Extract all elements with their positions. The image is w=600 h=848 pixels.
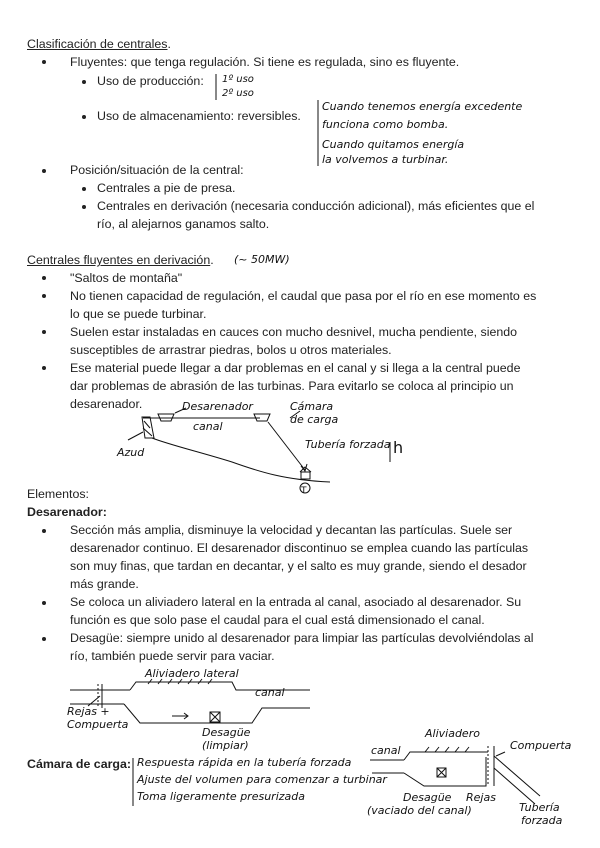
hw-reversible-1: Cuando tenemos energía excedente xyxy=(322,100,523,113)
canal-top-edge xyxy=(130,682,310,690)
diag2-rejas-label-2: Compuerta xyxy=(67,718,129,731)
diag2-aliviadero-label: Aliviadero lateral xyxy=(145,667,239,680)
text-material-1: Ese material puede llegar a dar problemas en el canal y si llega a la central puede xyxy=(70,361,521,375)
diag2-desague-label-1: Desagüe xyxy=(202,726,251,739)
text-material-2: dar problemas de abrasión de las turbinas. Para evitarlo se coloca al principio un xyxy=(70,379,514,393)
azud-shape xyxy=(142,417,154,438)
diag1-tuberia-label: Tubería forzada xyxy=(305,438,391,451)
text-elementos: Elementos: xyxy=(27,487,89,501)
text-seccion-2: desarenador continuo. El desarenador discontinuo se emplea cuando las partículas xyxy=(70,541,529,555)
text-cauces-1: Suelen estar instaladas en cauces con mucho desnivel, mucha pendiente, siendo xyxy=(70,325,518,339)
text-cauces-2: susceptibles de arrastrar piedras, bolos u otros materiales. xyxy=(70,343,392,357)
central-house xyxy=(301,472,310,479)
hw-reversible-3: Cuando quitamos energía xyxy=(322,138,465,151)
hw-uso-1: 1º uso xyxy=(222,74,254,85)
desague-cross xyxy=(210,712,220,722)
terrain-line xyxy=(152,438,330,482)
canal-bottom-edge xyxy=(124,704,310,723)
diag1-canal-label: canal xyxy=(193,420,223,433)
desague3-cross xyxy=(437,768,446,777)
text-posicion: Posición/situación de la central: xyxy=(70,163,244,177)
section-title-clasificacion: Clasificación de centrales. xyxy=(27,37,171,51)
diag1-camara-label-1: Cámara xyxy=(290,400,334,413)
camara-pointer xyxy=(290,411,300,418)
text-seccion-4: más grande. xyxy=(70,577,139,591)
diagram-desarenador xyxy=(70,679,310,723)
hw-reversible-4: la volvemos a turbinar. xyxy=(322,153,449,166)
text-uso-almacenamiento: Uso de almacenamiento: reversibles. xyxy=(97,109,301,123)
hw-camara-2: Ajuste del volumen para comenzar a turbinar xyxy=(137,773,387,786)
text-seccion-1: Sección más amplia, disminuye la velocidad y decantan las partículas. Suele ser xyxy=(70,523,513,537)
text-seccion-3: son muy finas, que tardan en decantar, y el salto es muy grande, siendo el desador xyxy=(70,559,527,573)
diag2-rejas-label-1: Rejas + xyxy=(67,705,110,718)
diag3-canal-label: canal xyxy=(371,744,401,757)
camara-bottom-edge xyxy=(404,757,486,786)
tuberia3-lines xyxy=(494,756,540,804)
diag3-desague-label-1: Desagüe xyxy=(403,791,452,804)
diagram-camara-carga xyxy=(370,746,540,804)
diag3-aliviadero-label: Aliviadero xyxy=(425,727,480,740)
text-derivacion-1: Centrales en derivación (necesaria conducción adicional), más eficientes que el xyxy=(97,199,535,213)
diag1-azud-label: Azud xyxy=(117,446,145,459)
hw-camara-1: Respuesta rápida en la tubería forzada xyxy=(137,756,352,769)
aliviadero3-marks xyxy=(425,747,469,752)
text-material-3: desarenador. xyxy=(70,397,143,411)
text-regulacion-2: lo que se puede turbinar. xyxy=(70,307,207,321)
diag3-desague-label-2: (vaciado del canal) xyxy=(367,804,472,817)
diag1-camara-label-2: de carga xyxy=(290,413,339,426)
azud-pointer xyxy=(128,432,143,440)
diag1-h-label: h xyxy=(393,438,404,457)
tuberia-line xyxy=(268,422,305,470)
text-desague-1: Desagüe: siempre unido al desarenador para limpiar las partículas devolviéndolas al xyxy=(70,631,534,645)
text-regulacion-1: No tienen capacidad de regulación, el caudal que pasa por el río en ese momento es xyxy=(70,289,537,303)
flow-arrow xyxy=(172,713,188,719)
text-fluyentes: Fluyentes: que tenga regulación. Si tiene es regulada, sino es fluyente. xyxy=(70,55,460,69)
text-aliviadero-2: función es que solo pase el caudal para el cual está dimensionado el canal. xyxy=(70,613,485,627)
text-saltos: "Saltos de montaña" xyxy=(70,271,183,285)
subtitle-desarenador: Desarenador: xyxy=(27,505,107,519)
turbina-circle xyxy=(300,483,310,493)
text-pie-presa: Centrales a pie de presa. xyxy=(97,181,236,195)
diag3-rejas-label: Rejas xyxy=(466,791,496,804)
compuerta-pointer xyxy=(496,752,505,756)
diag1-desarenador-label: Desarenador xyxy=(182,400,253,413)
diag3-compuerta-label: Compuerta xyxy=(510,739,572,752)
diag2-desague-label-2: (limpiar) xyxy=(202,739,249,752)
diag1-turbina-label: T xyxy=(301,486,307,496)
text-uso-produccion: Uso de producción: xyxy=(97,74,204,88)
hw-reversible-2: funciona como bomba. xyxy=(322,118,449,131)
desarenador-pointer xyxy=(175,408,186,413)
diagram-derivacion xyxy=(128,408,390,493)
hw-camara-3: Toma ligeramente presurizada xyxy=(137,790,305,803)
hw-power: (~ 50MW) xyxy=(234,253,290,266)
diag3-tuberia-label-2: forzada xyxy=(521,814,563,827)
diag2-canal-label: canal xyxy=(255,686,285,699)
hw-uso-2: 2º uso xyxy=(222,88,254,99)
subtitle-camara-carga: Cámara de carga: xyxy=(27,757,131,771)
section-title-fluyentes-derivacion: Centrales fluyentes en derivación. xyxy=(27,253,214,267)
diag3-tuberia-label-1: Tubería xyxy=(519,801,560,814)
camara-top-edge xyxy=(404,752,488,760)
text-derivacion-2: río, al alejarnos ganamos salto. xyxy=(97,217,270,231)
text-aliviadero-1: Se coloca un aliviadero lateral en la entrada al canal, asociado al desarenador. Su xyxy=(70,595,522,609)
text-desague-2: río, también puede servir para vaciar. xyxy=(70,649,275,663)
